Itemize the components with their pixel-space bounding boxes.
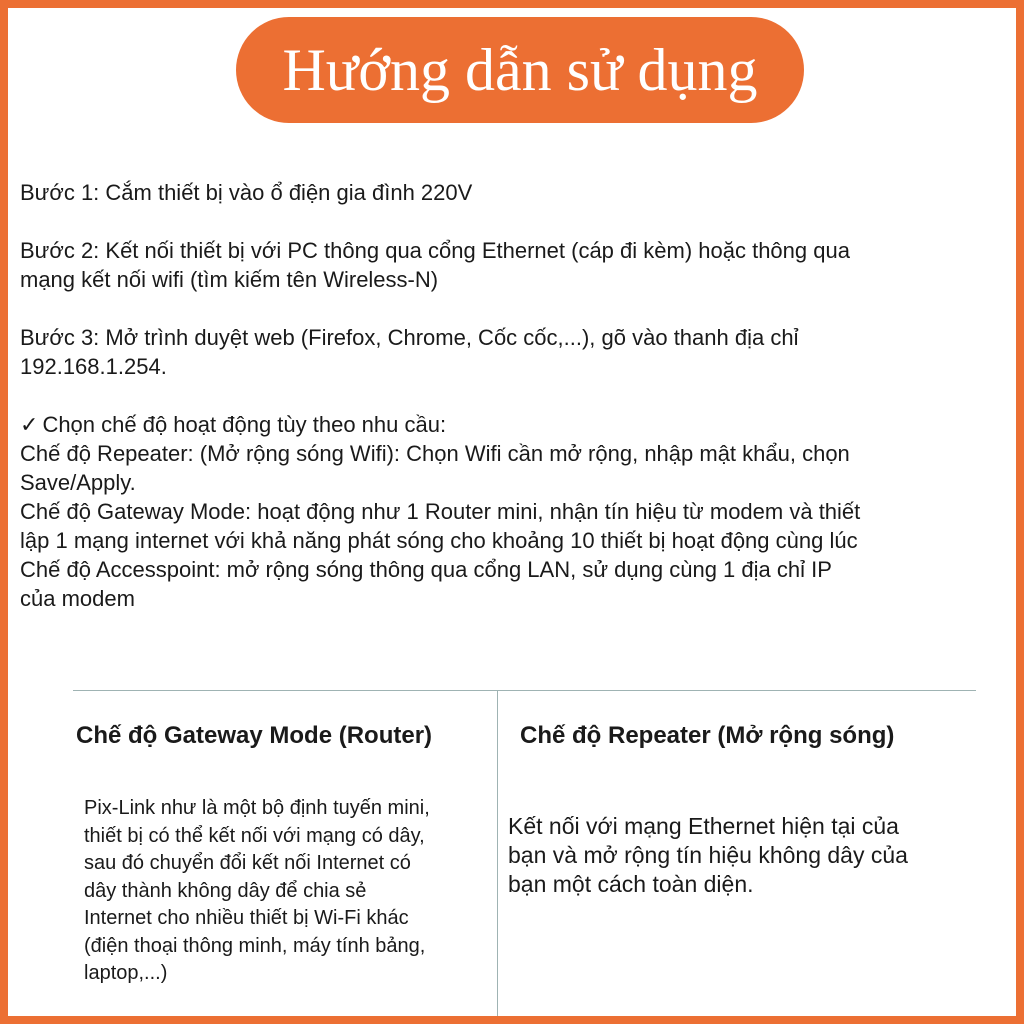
gateway-desc-line: Pix-Link như là một bộ định tuyến mini, xyxy=(84,797,430,819)
page-title-text: Hướng dẫn sử dụng xyxy=(282,36,758,103)
gateway-desc-line: sau đó chuyển đổi kết nối Internet có xyxy=(84,852,411,874)
gateway-desc-line: thiết bị có thể kết nối với mạng có dây, xyxy=(84,824,425,847)
step-1: Bước 1: Cắm thiết bị vào ổ điện gia đình 220V xyxy=(20,180,473,205)
step-3-line-1: Bước 3: Mở trình duyệt web (Firefox, Chrome, Cốc cốc,...), gõ vào thanh địa chỉ xyxy=(20,325,799,350)
gateway-line-1: Chế độ Gateway Mode: hoạt động như 1 Router mini, nhận tín hiệu từ modem và thiết xyxy=(20,499,861,524)
gateway-desc-line: Internet cho nhiều thiết bị Wi-Fi khác xyxy=(84,907,409,929)
repeater-desc-line: bạn và mở rộng tín hiệu không dây của xyxy=(508,842,908,868)
repeater-desc-line: bạn một cách toàn diện. xyxy=(508,871,754,897)
gateway-mode-description xyxy=(84,795,494,988)
repeater-mode-description xyxy=(508,812,978,899)
gateway-desc-line: laptop,...) xyxy=(84,962,168,984)
repeater-line-1: Chế độ Repeater: (Mở rộng sóng Wifi): Chọn Wifi cần mở rộng, nhập mật khẩu, chọn xyxy=(20,441,850,466)
choose-mode-line xyxy=(20,410,1000,439)
gateway-line-2: lập 1 mạng internet với khả năng phát sóng cho khoảng 10 thiết bị hoạt động cùng lúc xyxy=(20,528,858,553)
table-column-divider xyxy=(497,690,498,1016)
step-3-line-2: 192.168.1.254. xyxy=(20,354,167,379)
step-2-line-2: mạng kết nối wifi (tìm kiếm tên Wireless-N) xyxy=(20,267,439,292)
table-top-rule xyxy=(73,690,976,691)
accesspoint-line-1: Chế độ Accesspoint: mở rộng sóng thông qua cổng LAN, sử dụng cùng 1 địa chỉ IP xyxy=(20,557,832,582)
gateway-desc-line: dây thành không dây để chia sẻ xyxy=(84,879,367,902)
checkmark-icon: ✓ xyxy=(20,412,39,437)
choose-mode-text: Chọn chế độ hoạt động tùy theo nhu cầu: xyxy=(42,412,447,437)
repeater-mode-header: Chế độ Repeater (Mở rộng sóng) xyxy=(520,722,895,749)
instructions-block xyxy=(20,178,1000,613)
gateway-mode-header: Chế độ Gateway Mode (Router) xyxy=(76,722,433,749)
accesspoint-line-2: của modem xyxy=(20,586,135,611)
page-title xyxy=(236,17,804,123)
repeater-line-2: Save/Apply. xyxy=(20,470,136,495)
step-2-line-1: Bước 2: Kết nối thiết bị với PC thông qua cổng Ethernet (cáp đi kèm) hoặc thông qua xyxy=(20,238,850,263)
gateway-desc-line: (điện thoại thông minh, máy tính bảng, xyxy=(84,934,426,957)
repeater-desc-line: Kết nối với mạng Ethernet hiện tại của xyxy=(508,813,899,839)
